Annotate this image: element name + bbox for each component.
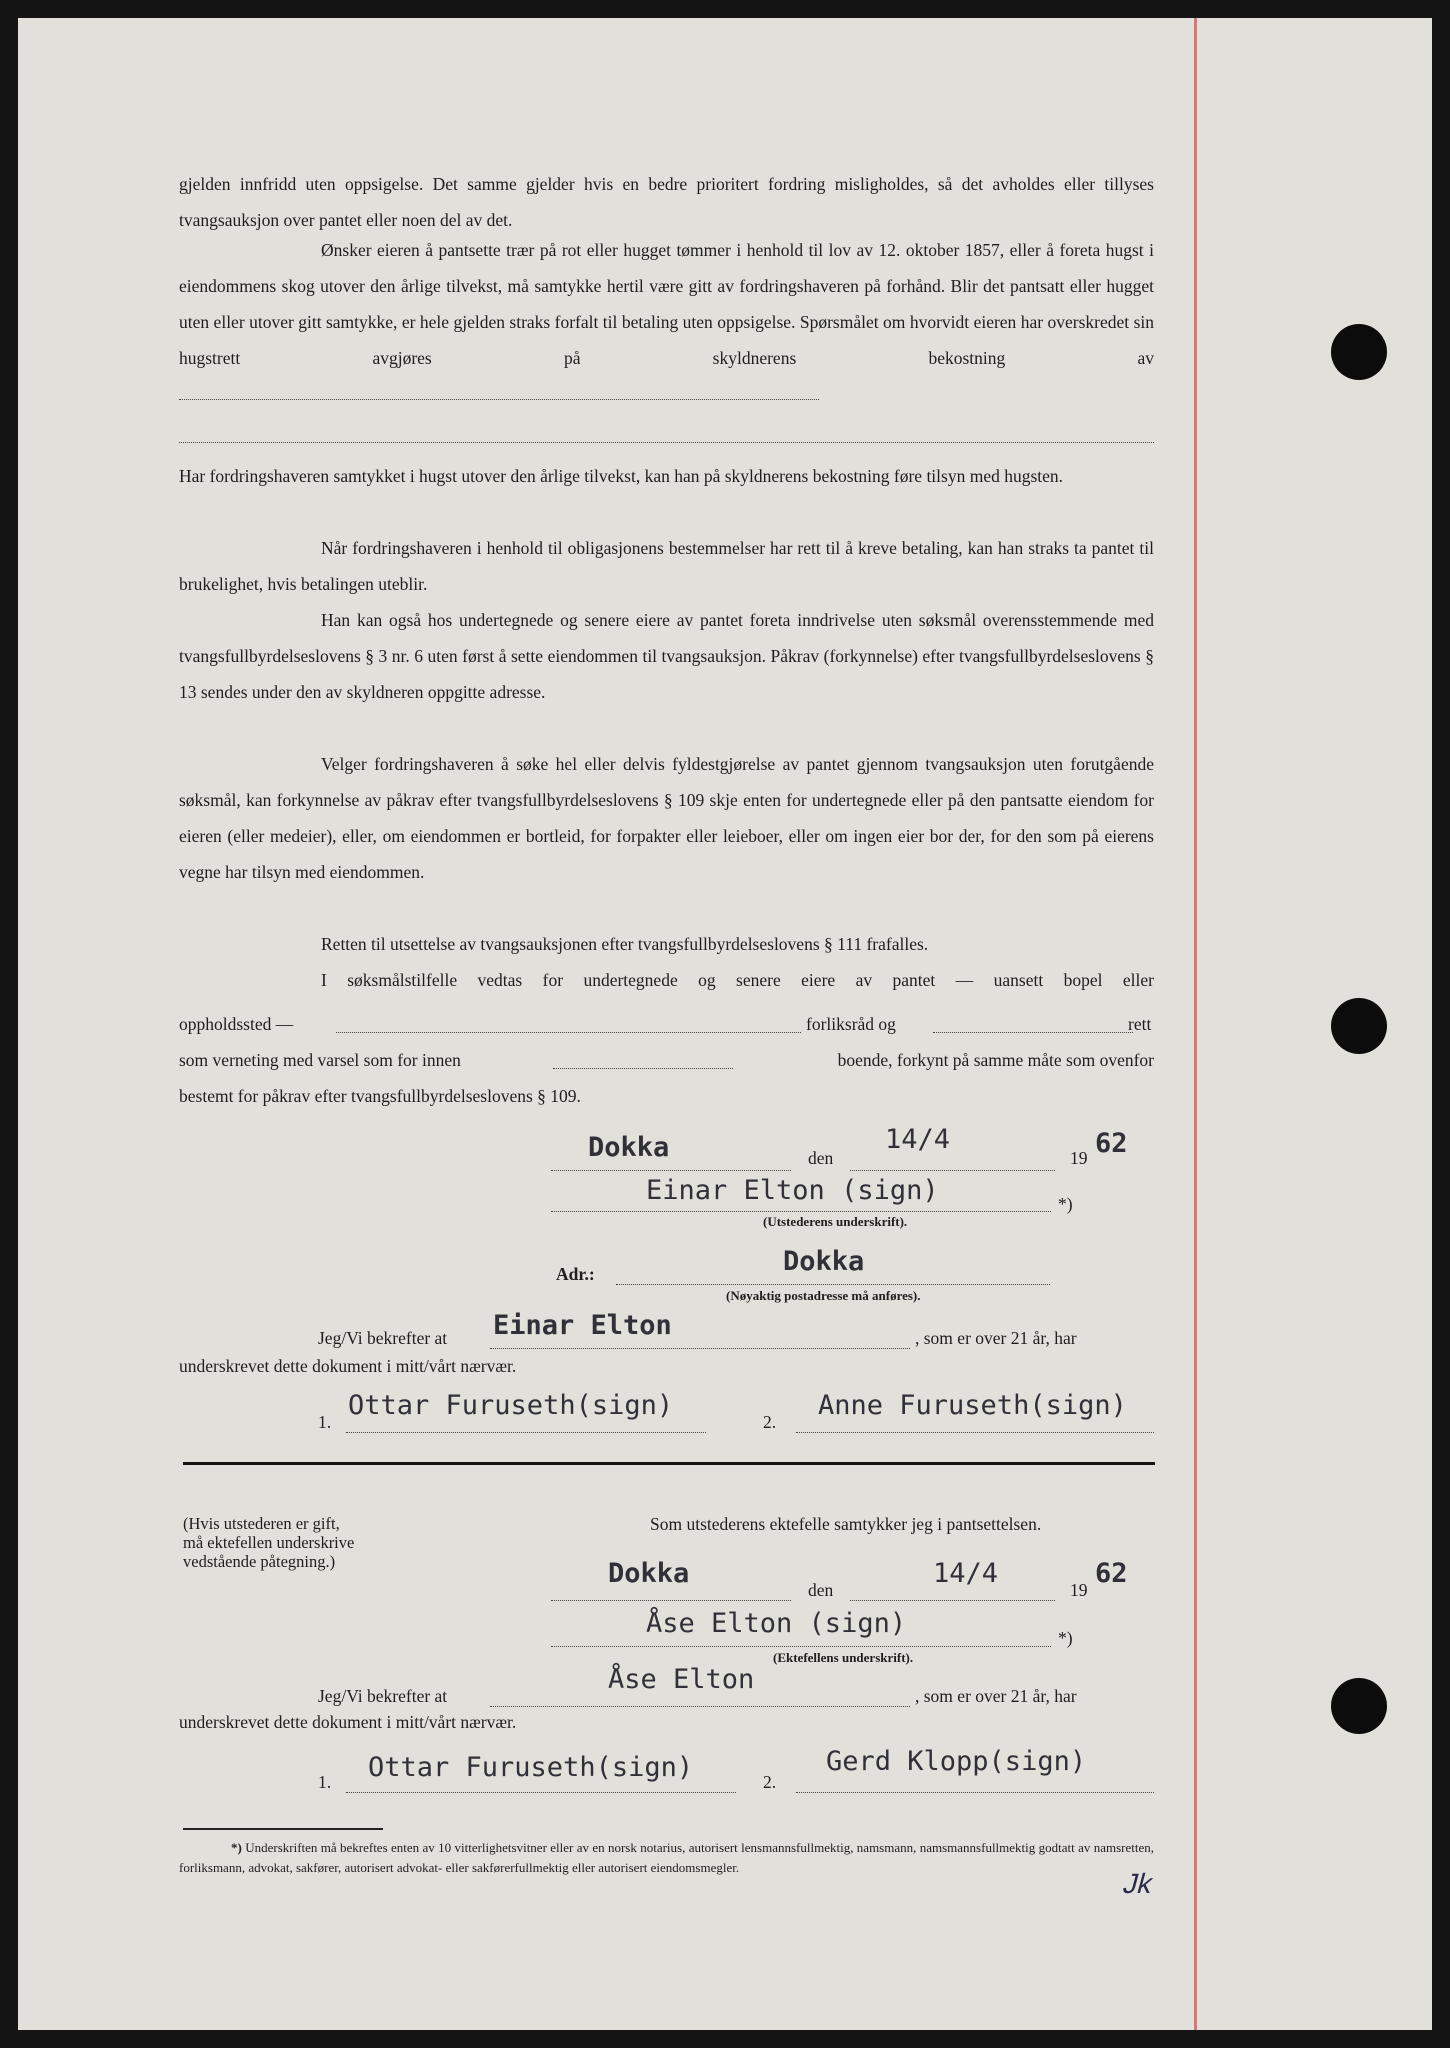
witness-line [796,1432,1154,1433]
witness-1-signature: Ottar Furuseth(sign) [348,1390,674,1421]
spouse-consent: Som utstederens ektefelle samtykker jeg i pantsettelsen. [650,1514,1042,1534]
paragraph-venue: I søksmålstilfelle vedtas for undertegnede og senere eiere av pantet — uansett bopel eller [321,970,1154,990]
year-prefix: 19 [1070,1580,1088,1600]
confirm-name: Åse Elton [608,1664,755,1695]
confirm-presence: underskrevet dette dokument i mitt/vårt nærvær. [179,1356,517,1376]
spouse-note-line: vedstående påtegning.) [183,1552,336,1571]
blank-fill [179,379,819,400]
witness-line [346,1432,706,1433]
year-suffix: 62 [1095,1558,1128,1589]
margin-red-line [1194,18,1197,2030]
place-line [551,1170,791,1171]
den-label: den [808,1148,834,1168]
witness-2-number: 2. [763,1412,777,1432]
paragraph-supervision: Har fordringshaveren samtykket i hugst utover den årlige tilvekst, kan han på skyldnerens bekostning føre tilsyn med hugsten. [179,466,1064,486]
blank-fill-line [179,442,1154,443]
punch-hole [1331,324,1387,380]
date-line [850,1600,1055,1601]
section-divider [183,1462,1155,1465]
witness-2-signature: Gerd Klopp(sign) [826,1746,1087,1777]
witness-2-number: 2. [763,1772,777,1792]
confirm-presence: underskrevet dette dokument i mitt/vårt nærvær. [179,1712,517,1732]
paragraph-auction: Velger fordringshaveren å søke hel eller delvis fyldestgjørelse av pantet gjennom tvangsauksjon uten forutgående søksmål, kan forkynnelse av påkrav efter tvangsfullbyrdelseslovens § 109 skje enten for undertegnede eller på den pantsatte eiendom for eieren (eller medeier), eller, om eiendommen er bortleid, for forpakter eller leieboer, eller om ingen eier bor der, for den som på eierens vegne har tilsyn med eiendommen. [179,754,1154,882]
address-label: Adr.: [556,1264,595,1284]
blank-fill-line [553,1068,733,1069]
spouse-note-line: (Hvis utstederen er gift, [183,1514,340,1533]
issuer-address: Dokka [783,1246,865,1277]
venue-verneting: som verneting med varsel som for innen [179,1050,461,1070]
venue-paakrav: bestemt for påkrav efter tvangsfullbyrdelseslovens § 109. [179,1086,581,1106]
spouse-note-line: må ektefellen underskrive [183,1533,355,1552]
issuer-place: Dokka [588,1132,670,1163]
signature-line [551,1646,1051,1647]
witness-2-signature: Anne Furuseth(sign) [818,1390,1127,1421]
paragraph-payment: Når fordringshaveren i henhold til obligasjonens bestemmelser har rett til å kreve betaling, kan han straks ta pantet til brukelighet, hvis betalingen uteblir. [179,538,1154,594]
signature-caption: (Ektefellens underskrift). [773,1650,914,1665]
paragraph-enforcement: Han kan også hos undertegnede og senere eiere av pantet foreta inndrivelse uten søksmål overensstemmende med tvangsfullbyrdelseslovens § 3 nr. 6 uten først å sette eiendommen til tvangsauksjon. Påkrav (forkynnelse) efter tvangsfullbyrdelseslovens § 13 sendes under den av skyldneren oppgitte adresse. [179,610,1154,702]
paragraph-default: gjelden innfridd uten oppsigelse. Det samme gjelder hvis en bedre prioritert fordring misligholdes, så det avholdes eller tillyses tvangsauksjon over pantet eller noen del av det. [179,174,1154,230]
confirm-line [490,1706,910,1707]
spouse-place: Dokka [608,1558,690,1589]
signature-caption: (Utstederens underskrift). [763,1214,908,1229]
den-label: den [808,1580,834,1600]
signature-mark: *) [1058,1628,1073,1648]
footnote-rule [183,1828,383,1830]
document-page [18,18,1432,2030]
signature-line [551,1211,1051,1212]
witness-1-signature: Ottar Furuseth(sign) [368,1752,694,1783]
witness-1-number: 1. [318,1772,332,1792]
address-line [616,1284,1050,1285]
venue-oppholdssted: oppholdssted — [179,1014,294,1034]
issuer-date: 14/4 [885,1124,951,1155]
confirm-name: Einar Elton [493,1310,672,1341]
confirm-suffix: , som er over 21 år, har [915,1328,1077,1348]
paragraph-timber: Ønsker eieren å pantsette trær på rot eller hugget tømmer i henhold til lov av 12. oktober 1857, eller å foreta hugst i eiendommens skog utover den årlige tilvekst, må samtykke hertil være gitt av fordringshaveren på forhånd. Blir det pantsatt eller hugget uten eller utover gitt samtykke, er hele gjelden straks forfalt til betaling uten oppsigelse. Spørsmålet om hvorvidt eieren har overskredet sin hugstrett avgjøres på skyldnerens bekostning av [179,232,1154,412]
punch-hole [1331,998,1387,1054]
confirm-label: Jeg/Vi bekrefter at [318,1686,448,1706]
blank-fill-line [933,1032,1133,1033]
address-caption: (Nøyaktig postadresse må anføres). [726,1288,921,1303]
witness-line [796,1792,1154,1793]
blank-fill-line [336,1032,801,1033]
place-line [551,1600,791,1601]
confirm-label: Jeg/Vi bekrefter at [318,1328,448,1348]
handwritten-initials: Jk [1119,1868,1157,1899]
year-suffix: 62 [1095,1128,1128,1159]
venue-rett: rett [1128,1014,1152,1034]
spouse-date: 14/4 [933,1558,999,1589]
witness-line [346,1792,736,1793]
punch-hole [1331,1678,1387,1734]
footnote: *) Underskriften må bekreftes enten av 10 vitterlighetsvitner eller av en norsk notarius, autorisert lensmannsfullmektig, namsmann, namsmannsfullmektig godtatt av namsretten, forliksmann, advokat, sakfører, autorisert advokat- eller sakførerfullmektig eller autorisert eiendomsmegler. [179,1840,1154,1875]
spouse-signature: Åse Elton (sign) [646,1608,907,1639]
venue-boende: boende, forkynt på samme måte som ovenfor [837,1050,1154,1070]
paragraph-postponement: Retten til utsettelse av tvangsauksjonen efter tvangsfullbyrdelseslovens § 111 frafalles. [321,934,929,954]
confirm-suffix: , som er over 21 år, har [915,1686,1077,1706]
year-prefix: 19 [1070,1148,1088,1168]
issuer-signature: Einar Elton (sign) [646,1175,939,1206]
signature-mark: *) [1058,1194,1073,1214]
witness-1-number: 1. [318,1412,332,1432]
venue-forliksrad: forliksråd og [806,1014,896,1034]
date-line [850,1170,1055,1171]
confirm-line [490,1348,910,1349]
